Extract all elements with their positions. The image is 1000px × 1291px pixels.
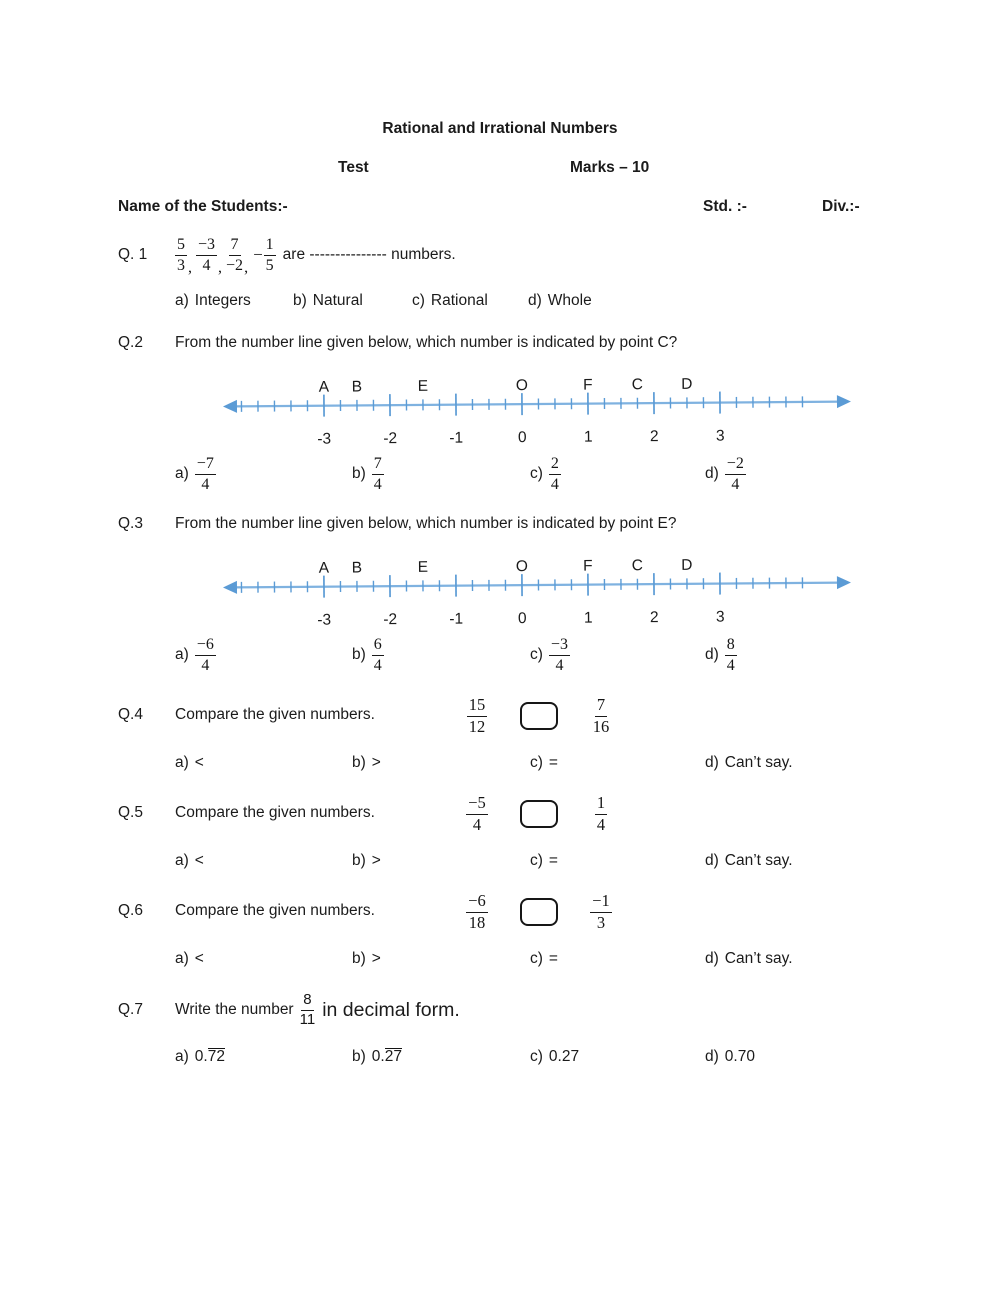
div-label: Div.:- — [822, 198, 860, 215]
svg-text:B: B — [351, 559, 363, 577]
option-letter: b) — [352, 646, 366, 664]
svg-text:-2: -2 — [383, 430, 398, 448]
option-letter: d) — [705, 465, 719, 483]
q4-option-d — [705, 754, 793, 772]
q6-left-fraction: $\frac{-6}{18}$ — [468, 891, 486, 932]
q5-question-text: Compare the given numbers. — [175, 804, 375, 821]
svg-text:F: F — [583, 376, 593, 394]
q7-question-text-before: Write the number — [175, 1001, 294, 1018]
option-label: > — [371, 950, 381, 967]
q5-option-b — [352, 852, 381, 870]
fraction: $\frac{6}{4}$ — [373, 636, 382, 674]
option-letter: c) — [530, 1048, 543, 1065]
option-letter: d) — [705, 950, 719, 967]
option-label: Whole — [547, 292, 592, 309]
option-label: Can’t say. — [724, 754, 793, 771]
q1-fraction-2: $\frac{-3}{4}$ — [198, 235, 216, 274]
svg-text:D: D — [681, 556, 693, 574]
option-letter: b) — [352, 465, 366, 483]
option-value: 0. — [371, 1048, 385, 1065]
q6-question-text: Compare the given numbers. — [175, 902, 375, 919]
option-letter: a) — [175, 950, 189, 967]
option-letter: a) — [175, 1048, 189, 1065]
option-letter: c) — [530, 950, 543, 967]
fraction: $\frac{-7}{4}$ — [196, 455, 214, 493]
option-letter: b) — [352, 950, 366, 967]
svg-text:0: 0 — [517, 429, 527, 447]
option-label: Integers — [194, 292, 251, 309]
comma: , — [218, 259, 223, 276]
svg-text:A: A — [318, 559, 330, 577]
q4-expression — [460, 692, 618, 740]
option-letter: c) — [412, 292, 425, 309]
question-7-number: Q.7 — [118, 1001, 143, 1018]
question-2 — [118, 334, 677, 352]
option-letter: c) — [530, 754, 543, 771]
q7-option-c — [530, 1048, 579, 1066]
q1-fraction-1: $\frac{5}{3}$ — [177, 235, 185, 274]
option-letter: a) — [175, 465, 189, 483]
minus-sign: − — [253, 245, 263, 264]
question-6-number: Q.6 — [118, 902, 143, 919]
q1-option-b — [293, 292, 363, 310]
student-name-label: Name of the Students:- — [118, 198, 288, 215]
fraction: $\frac{-2}{4}$ — [726, 455, 744, 493]
svg-text:F: F — [583, 557, 593, 575]
q6-option-a — [175, 950, 204, 968]
option-letter: b) — [352, 754, 366, 771]
svg-text:3: 3 — [715, 608, 725, 626]
question-1 — [118, 233, 456, 277]
question-1-number: Q. 1 — [118, 246, 148, 263]
option-letter: d) — [705, 852, 719, 869]
q6-option-b — [352, 950, 381, 968]
q3-option-c — [530, 636, 570, 674]
svg-text:0: 0 — [517, 610, 527, 628]
option-letter: a) — [175, 754, 189, 771]
option-letter: c) — [530, 646, 543, 664]
option-label: = — [548, 950, 558, 967]
option-letter: d) — [705, 646, 719, 664]
svg-text:2: 2 — [649, 609, 659, 627]
q6-option-d — [705, 950, 793, 968]
option-label: > — [371, 852, 381, 869]
svg-text:-1: -1 — [449, 429, 464, 447]
option-label: > — [371, 754, 381, 771]
svg-text:-3: -3 — [317, 430, 332, 448]
number-line-q3 — [222, 547, 853, 632]
q2-question-text: From the number line given below, which number is indicated by point C? — [175, 334, 678, 351]
q5-option-d — [705, 852, 793, 870]
option-value: 0. — [194, 1048, 208, 1065]
svg-text:E: E — [417, 377, 429, 395]
q6-expression — [460, 888, 618, 936]
option-letter: b) — [352, 1048, 366, 1065]
question-5-number: Q.5 — [118, 804, 143, 821]
option-label: = — [548, 852, 558, 869]
q1-option-c — [412, 292, 488, 310]
question-4 — [118, 706, 375, 724]
q5-expression — [460, 790, 618, 838]
q2-options — [0, 455, 1000, 507]
q1-option-d — [528, 292, 592, 310]
number-line-q2 — [222, 366, 853, 451]
option-value: 0.70 — [724, 1048, 755, 1065]
svg-text:B: B — [351, 378, 363, 396]
svg-text:3: 3 — [715, 427, 725, 445]
q6-right-fraction: $\frac{-1}{3}$ — [592, 891, 610, 932]
q3-question-text: From the number line given below, which number is indicated by point E? — [175, 515, 677, 532]
q1-fraction-4: $\frac{1}{5}$ — [265, 235, 274, 274]
option-letter: d) — [705, 754, 719, 771]
std-label: Std. :- — [703, 198, 747, 215]
comparison-box — [520, 702, 558, 730]
repeating-decimal-overline: 72 — [207, 1048, 225, 1066]
q2-option-a — [175, 455, 216, 493]
question-3 — [118, 515, 676, 533]
svg-text:A: A — [318, 378, 330, 396]
option-letter: a) — [175, 852, 189, 869]
option-label: Rational — [430, 292, 488, 309]
q2-option-d — [705, 455, 746, 493]
svg-text:-1: -1 — [449, 610, 464, 628]
q2-option-b — [352, 455, 384, 493]
option-label: Natural — [312, 292, 363, 309]
q7-option-d — [705, 1048, 755, 1066]
svg-text:E: E — [417, 558, 429, 576]
option-label: < — [194, 852, 204, 869]
q4-right-fraction: $\frac{7}{16}$ — [592, 695, 610, 736]
svg-text:1: 1 — [583, 609, 593, 627]
fraction: $\frac{-3}{4}$ — [550, 636, 568, 674]
q7-question-text-after: in decimal form. — [322, 998, 460, 1021]
comparison-box — [520, 800, 558, 828]
q4-option-b — [352, 754, 381, 772]
option-letter: c) — [530, 852, 543, 869]
svg-text:-2: -2 — [383, 611, 398, 629]
svg-text:D: D — [681, 375, 693, 393]
q3-options — [0, 636, 1000, 688]
q7-options — [0, 1048, 1000, 1100]
option-letter: c) — [530, 465, 543, 483]
option-letter: b) — [293, 292, 307, 309]
q4-option-c — [530, 754, 558, 772]
page-title: Rational and Irrational Numbers — [382, 120, 618, 137]
q1-fraction-3: $\frac{7}{-2}$ — [226, 235, 244, 274]
q4-left-fraction: $\frac{15}{12}$ — [468, 695, 486, 736]
comparison-box — [520, 898, 558, 926]
question-6 — [118, 902, 375, 920]
svg-text:-3: -3 — [317, 611, 332, 629]
q4-question-text: Compare the given numbers. — [175, 706, 375, 723]
option-letter: b) — [352, 852, 366, 869]
question-5 — [118, 804, 375, 822]
q2-option-c — [530, 455, 561, 493]
option-letter: d) — [705, 1048, 719, 1065]
svg-text:O: O — [515, 377, 528, 395]
q3-option-b — [352, 636, 384, 674]
q3-option-d — [705, 636, 737, 674]
q5-option-c — [530, 852, 558, 870]
q5-left-fraction: $\frac{-5}{4}$ — [468, 793, 486, 834]
question-3-number: Q.3 — [118, 515, 143, 532]
q3-option-a — [175, 636, 216, 674]
svg-text:2: 2 — [649, 428, 659, 446]
option-letter: a) — [175, 646, 189, 664]
fraction: $\frac{2}{4}$ — [550, 455, 559, 493]
fraction: $\frac{-6}{4}$ — [196, 636, 214, 674]
question-2-number: Q.2 — [118, 334, 143, 351]
q7-option-a — [175, 1048, 225, 1066]
marks-label: Marks – 10 — [570, 159, 650, 176]
svg-text:C: C — [631, 557, 643, 575]
fraction: $\frac{7}{4}$ — [373, 455, 382, 493]
option-label: Can’t say. — [724, 950, 793, 967]
svg-text:O: O — [515, 558, 528, 576]
q4-option-a — [175, 754, 204, 772]
question-7 — [118, 985, 460, 1035]
q1-question-text: are --------------- numbers. — [282, 246, 456, 263]
option-label: Can’t say. — [724, 852, 793, 869]
q7-option-b — [352, 1048, 402, 1066]
option-label: < — [194, 754, 204, 771]
q5-option-a — [175, 852, 204, 870]
option-value: 0.27 — [548, 1048, 580, 1065]
repeating-decimal-overline: 27 — [384, 1048, 402, 1066]
test-label: Test — [338, 159, 369, 176]
option-label: < — [194, 950, 204, 967]
fraction: $\frac{8}{4}$ — [726, 636, 735, 674]
comma: , — [244, 259, 249, 276]
question-4-number: Q.4 — [118, 706, 143, 723]
option-label: = — [548, 754, 558, 771]
svg-text:C: C — [631, 376, 643, 394]
option-letter: d) — [528, 292, 542, 309]
q1-option-a — [175, 292, 251, 310]
option-letter: a) — [175, 292, 189, 309]
svg-text:1: 1 — [583, 428, 593, 446]
q5-right-fraction: $\frac{1}{4}$ — [596, 793, 606, 834]
q7-fraction: $\frac{8}{11}$ — [299, 991, 316, 1028]
q6-option-c — [530, 950, 558, 968]
comma: , — [188, 259, 192, 276]
